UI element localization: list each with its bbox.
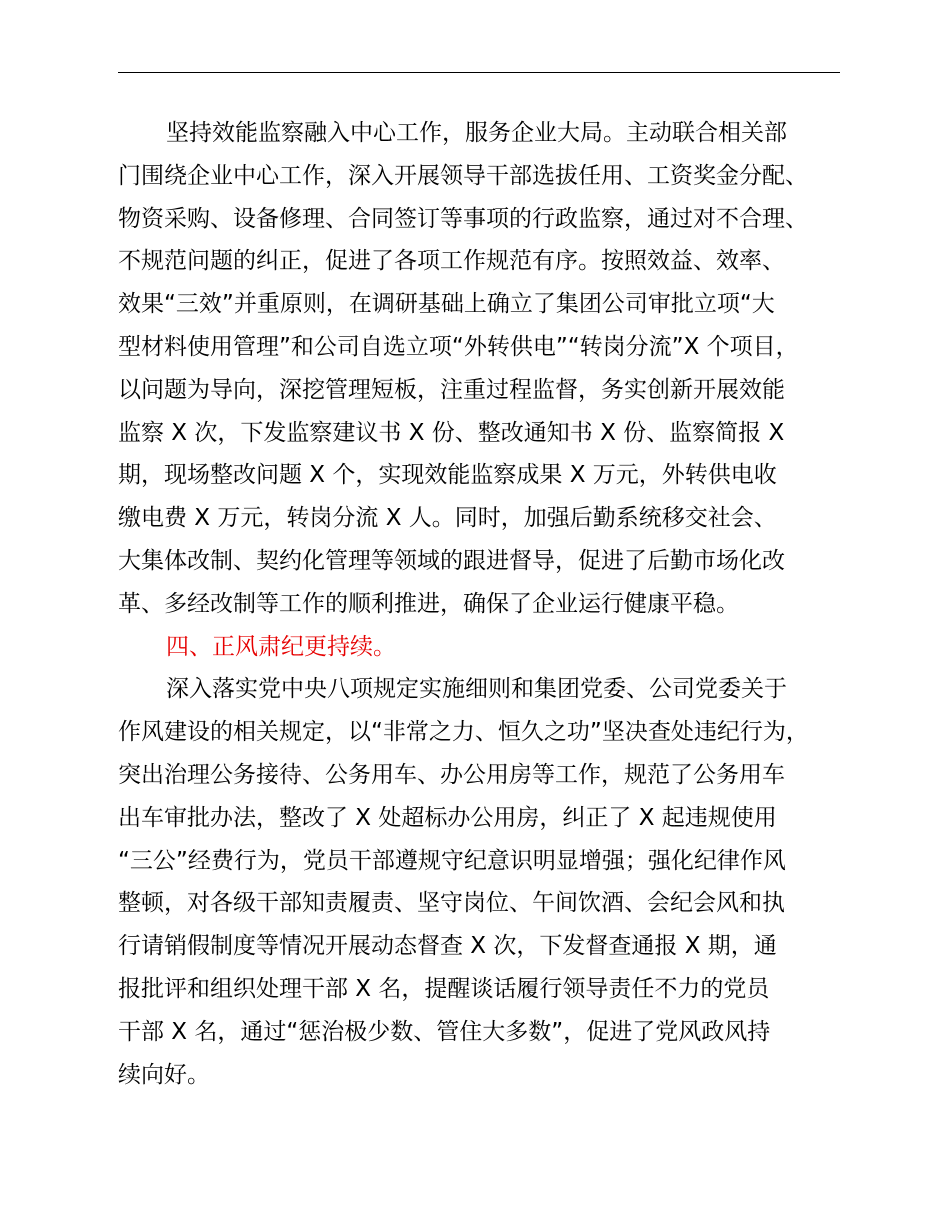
text-line xyxy=(118,454,848,497)
line-text: 物资采购、设备修理、合同签订等事项的行政监察，通过对不合理、 xyxy=(118,205,808,232)
text-line xyxy=(118,1054,848,1097)
line-text: 大集体改制、契约化管理等领域的跟进督导，促进了后勤市场化改 xyxy=(118,547,785,574)
line-text: 革、多经改制等工作的顺利推进，确保了企业运行健康平稳。 xyxy=(118,590,739,617)
text-line xyxy=(118,412,848,455)
line-text: 缴电费 X 万元，转岗分流 X 人。同时，加强后勤系统移交社会、 xyxy=(118,505,777,532)
text-line xyxy=(118,540,848,583)
line-text: 门围绕企业中心工作，深入开展领导干部选拔任用、工资奖金分配、 xyxy=(118,162,808,189)
line-text: 坚持效能监察融入中心工作，服务企业大局。主动联合相关部 xyxy=(166,120,787,146)
document-body xyxy=(118,112,848,1096)
line-text: 不规范问题的纠正，促进了各项工作规范有序。按照效益、效率、 xyxy=(118,248,785,275)
text-line xyxy=(118,155,848,198)
text-line xyxy=(118,797,848,840)
text-line xyxy=(118,369,848,412)
line-text: 四、正风肃纪更持续。 xyxy=(166,633,396,660)
text-line xyxy=(118,754,848,797)
text-line xyxy=(118,240,848,283)
line-text: 整顿，对各级干部知责履责、坚守岗位、午间饮酒、会纪会风和执 xyxy=(118,890,785,917)
text-line xyxy=(118,112,848,155)
line-text: 效果“三效”并重原则，在调研基础上确立了集团公司审批立项“大 xyxy=(118,291,775,318)
line-text: 行请销假制度等情况开展动态督查 X 次，下发督查通报 X 期，通 xyxy=(118,933,777,960)
text-line xyxy=(118,925,848,968)
line-text: 监察 X 次，下发监察建议书 X 份、整改通知书 X 份、监察简报 X xyxy=(118,419,785,446)
text-line xyxy=(118,840,848,883)
text-line xyxy=(118,283,848,326)
line-text: 出车审批办法，整改了 X 处超标办公用房，纠正了 X 起违规使用 xyxy=(118,804,777,831)
line-text: 深入落实党中央八项规定实施细则和集团党委、公司党委关于 xyxy=(166,676,787,703)
line-text: 型材料使用管理”和公司自选立项“外转供电”“转岗分流”X 个项目， xyxy=(118,333,799,360)
line-text: 以问题为导向，深挖管理短板，注重过程监督，务实创新开展效能 xyxy=(118,376,785,403)
text-line xyxy=(118,968,848,1011)
line-text: 突出治理公务接待、公务用车、办公用房等工作，规范了公务用车 xyxy=(118,761,785,788)
line-text: 干部 X 名，通过“惩治极少数、管住大多数”，促进了党风政风持 xyxy=(118,1018,771,1045)
line-text: 报批评和组织处理干部 X 名，提醒谈话履行领导责任不力的党员 xyxy=(118,975,770,1002)
text-line xyxy=(118,583,848,626)
header-rule xyxy=(118,72,840,73)
line-text: 作风建设的相关规定，以“非常之力、恒久之功”坚决查处违纪行为， xyxy=(118,719,809,746)
text-line xyxy=(118,497,848,540)
text-line xyxy=(118,198,848,241)
text-line xyxy=(118,882,848,925)
text-line xyxy=(118,1011,848,1054)
line-text: 期，现场整改问题 X 个，实现效能监察成果 X 万元，外转供电收 xyxy=(118,462,777,489)
text-line xyxy=(118,668,848,711)
text-line xyxy=(118,326,848,369)
section-heading xyxy=(118,626,848,669)
line-text: “三公”经费行为，党员干部遵规守纪意识明显增强；强化纪律作风 xyxy=(118,847,786,874)
text-line xyxy=(118,711,848,754)
line-text: 续向好。 xyxy=(118,1061,210,1088)
